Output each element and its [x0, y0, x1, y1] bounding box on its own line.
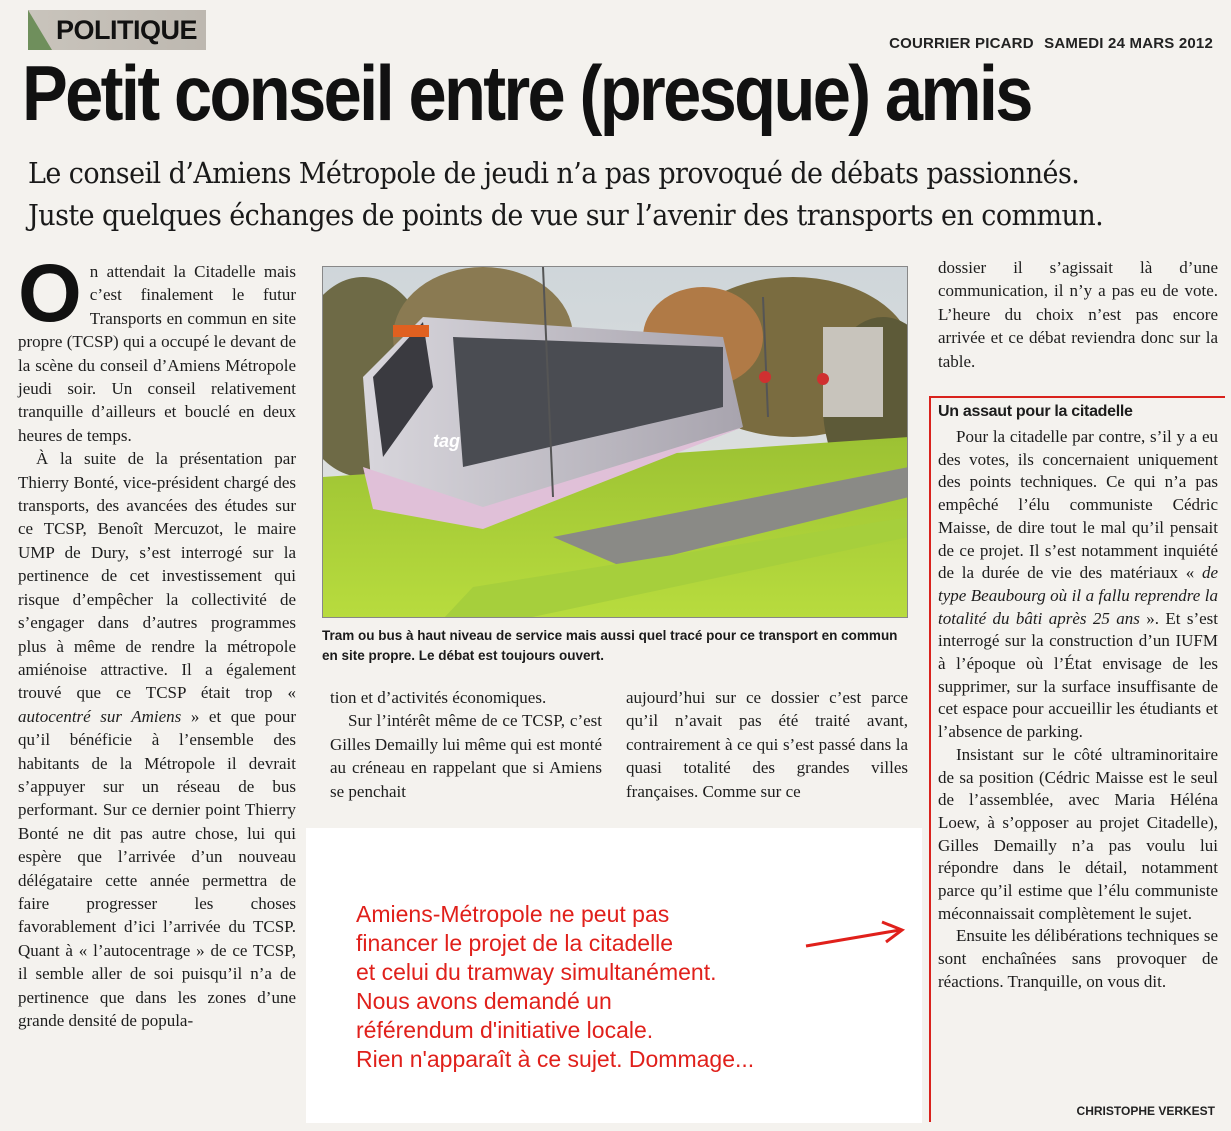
- article-paragraph: Sur l’intérêt même de ce TCSP, c’est Gilles Demailly lui même qui est monté au créneau en rappelant que si Amiens se penchait: [330, 711, 602, 801]
- article-paragraph: tion et d’activités économiques.: [330, 688, 547, 707]
- arrow-icon: [800, 918, 910, 958]
- box-paragraph: Ensuite les délibérations techniques se sont enchaînées sans provoquer de réactions. Tranquille, on vous dit.: [938, 926, 1218, 991]
- tram-photo-illustration: [323, 267, 908, 618]
- section-tag-corner: [28, 10, 52, 50]
- article-column-3: [626, 686, 908, 803]
- box-paragraph: Insistant sur le côté ultraminoritaire de sa position (Cédric Maisse est le seul de l’assemblée, avec Maria Héléna Loew, à s’opposer au projet Citadelle), Gilles Demailly n’a pas voulu lui répondre dans le détail, notamment parce qu’il estime que l’élu communiste méconnaissait complètement le sujet.: [938, 744, 1218, 923]
- byline: CHRISTOPHE VERKEST: [1076, 1104, 1215, 1118]
- article-lead-paragraph: [18, 248, 296, 447]
- deck: [28, 152, 1218, 236]
- deck-line-2: Juste quelques échanges de points de vue sur l’avenir des transports en commun.: [28, 198, 1104, 232]
- section-label: POLITIQUE: [56, 15, 198, 45]
- paragraph-text: À la suite de la présentation par Thierry Bonté, vice-président chargé des transports, des avancées des études sur ce TCSP, Benoît Mercuzot, le maire UMP de Dury, s’est interrogé sur la pertinence de cet investissement qui risque d’empêcher la collectivité de s’engager dans d’autres programmes plus à même de rendre la métropole amiénoise attractive. Il a également trouvé que ce TCSP était trop «: [18, 449, 296, 703]
- deck-line-1: Le conseil d’Amiens Métropole de jeudi n’a pas provoqué de débats passionnés.: [28, 156, 1080, 190]
- annotation-line: Amiens-Métropole ne peut pas: [356, 901, 670, 927]
- sidebar-box: [938, 400, 1218, 994]
- box-title: Un assaut pour la citadelle: [938, 403, 1133, 420]
- issue-date: SAMEDI 24 MARS 2012: [1044, 35, 1213, 52]
- article-paragraph: aujourd’hui sur ce dossier c’est parce qu’il n’avait pas été traité avant, contrairement à ce qui s’est passé dans la quasi totalité des grandes villes françaises. Comme sur ce: [626, 688, 908, 801]
- article-paragraph: dossier il s’agissait là d’une communication, il n’y a pas eu de vote. L’heure du choix n’est pas encore arrivée et ce débat reviendra donc sur la table.: [938, 258, 1218, 371]
- annotation-line: référendum d'initiative locale.: [356, 1017, 654, 1043]
- article-column-4: [938, 256, 1218, 373]
- photo-caption: Tram ou bus à haut niveau de service mais aussi quel tracé pour ce transport en commun en site propre. Le débat est toujours ouvert.: [322, 628, 898, 663]
- article-column-2: [330, 686, 602, 803]
- tram-photo: [322, 266, 908, 618]
- newspaper-name: COURRIER PICARD: [889, 35, 1034, 52]
- tram-logo: tag: [433, 431, 460, 451]
- quote-emphasis: de type Beaubourg où il a fallu reprendre la totalité du bâti après 25 ans: [938, 563, 1218, 628]
- box-paragraph: [938, 426, 1218, 744]
- article-paragraph: [18, 447, 296, 1032]
- lead-text: n attendait la Citadelle mais c’est finalement le futur Transports en commun en site propre (TCSP) qui a occupé le devant de la scène du conseil d’Amiens Métropole jeudi soir. Un conseil relativement tranquille d’ailleurs et bouclé en deux heures de temps.: [18, 262, 296, 445]
- annotation-line: Nous avons demandé un: [356, 988, 612, 1014]
- quote-emphasis: autocentré sur Amiens: [18, 706, 182, 726]
- paragraph-text: » et que pour qu’il bénéficie à l’ensemble des habitants de la Métropole il devrait s’appuyer sur un réseau de bus performant. Sur ce dernier point Thierry Bonté ne dit pas autre chose, lui qui espère que l’arrivée d’un nouveau délégataire cette année permettra de faire progresser les choses favorablement d’ici l’arrivée du TCSP. Quant à « l’autocentrage » de ce TCSP, il semble aller de soi puisqu’il n’a de pertinence que dans les zones d’une grande densité de popula-: [18, 706, 297, 1030]
- headline: Petit conseil entre (presque) amis: [22, 49, 1031, 137]
- annotation-line: Rien n'apparaît à ce sujet. Dommage...: [356, 1046, 755, 1072]
- annotation-line: financer le projet de la citadelle: [356, 930, 674, 956]
- paragraph-text: Pour la citadelle par contre, s’il y a eu des votes, ils concernaient uniquement des points techniques. Ce qui n’a pas empêché l’élu communiste Cédric Maisse, de dire tout le mal qu’il pensait de ce projet. Il s’est notamment inquiété de la durée de vie des matériaux «: [938, 427, 1218, 583]
- paragraph-text: ». Et s’est interrogé sur la construction d’un IUFM à l’époque où l’État envisage de les supprimer, sur la surface insuffisante de cet espace pour accueillir les étudiants et l’absence de parking.: [938, 608, 1218, 742]
- section-tag: [28, 10, 206, 50]
- annotation-line: et celui du tramway simultanément.: [356, 959, 717, 985]
- dropcap: O: [18, 248, 82, 339]
- article-column-1: [18, 248, 297, 1032]
